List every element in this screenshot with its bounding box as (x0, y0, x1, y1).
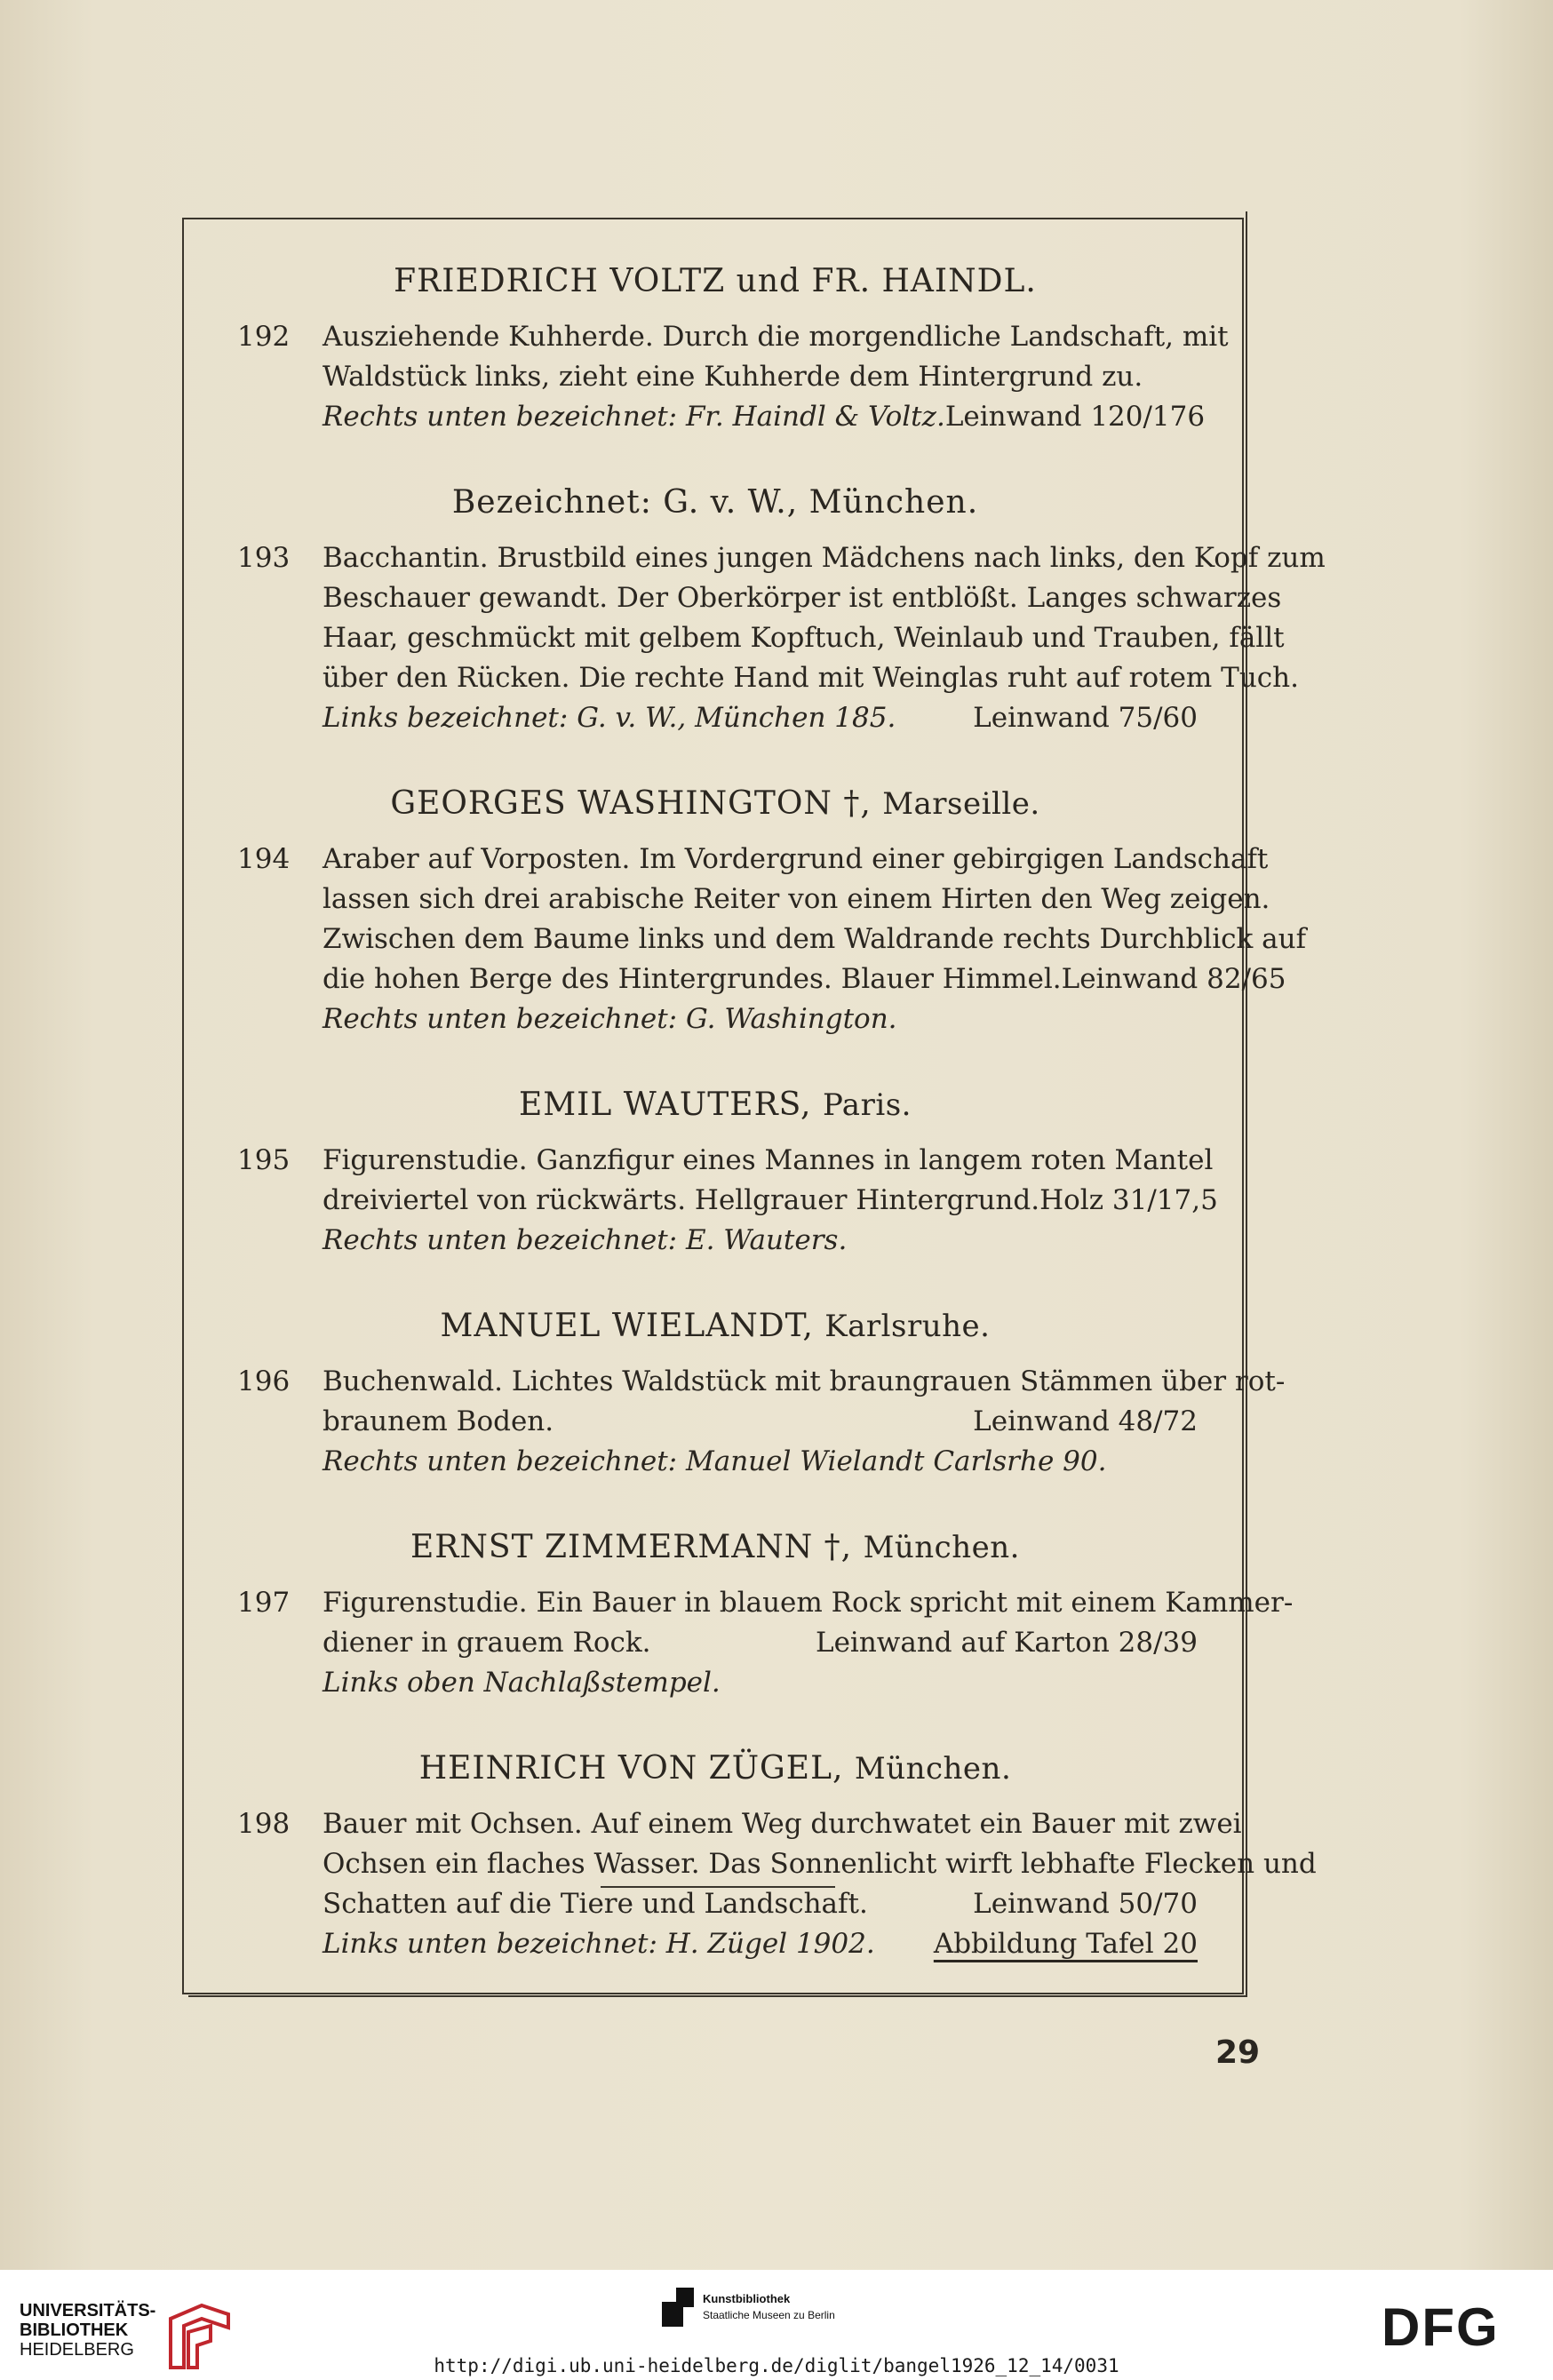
entry-line (323, 1583, 1294, 1623)
signature-line (323, 397, 1206, 437)
entry-number: 194 (237, 843, 291, 875)
source-url[interactable]: http://digi.ub.uni-heidelberg.de/diglit/bangel1926_12_14/0031 (434, 2355, 1119, 2376)
signature-line (323, 698, 1198, 738)
entry-technique: Leinwand auf Karton 28/39 (815, 1627, 1198, 1659)
entry-number: 193 (237, 542, 291, 574)
entry-technique: Leinwand 120/176 (944, 401, 1206, 433)
signature-text: Links oben Nachlaßstempel. (323, 1667, 721, 1699)
entry-text: braunem Boden. (323, 1405, 554, 1437)
entry-line (323, 317, 1229, 357)
entry-line (323, 1804, 1242, 1844)
artist-heading (227, 1307, 1204, 1346)
catalog-entry (227, 1141, 1218, 1261)
entry-text: Figurenstudie. Ganzfigur eines Mannes in langem roten Mantel (323, 1144, 1214, 1176)
artist-heading (227, 483, 1204, 522)
dfg-logo[interactable]: DFG (1382, 2297, 1500, 2357)
entry-text: Waldstück links, zieht eine Kuhherde dem Hintergrund zu. (323, 361, 1143, 393)
end-rule (601, 1886, 835, 1888)
entry-text: Beschauer gewandt. Der Oberkörper ist entblößt. Langes schwarzes (323, 582, 1282, 614)
entry-technique: Holz 31/17,5 (1039, 1184, 1218, 1216)
entry-body (323, 840, 1307, 1039)
entry-text: dreiviertel von rückwärts. Hellgrauer Hintergrund. (323, 1184, 1040, 1216)
catalog-entry (227, 317, 1229, 437)
entry-text: lassen sich drei arabische Reiter von einem Hirten den Weg zeigen. (323, 883, 1270, 915)
entry-text: über den Rücken. Die rechte Hand mit Weinglas ruht auf rotem Tuch. (323, 662, 1299, 694)
entry-body (323, 538, 1326, 738)
kb-title: Kunstbibliothek (703, 2292, 791, 2305)
entry-body (323, 1141, 1218, 1261)
signature-text: Rechts unten bezeichnet: Fr. Haindl & Voltz. (323, 401, 945, 433)
artist-place: Marseille. (882, 786, 1040, 822)
ub-line-1: UNIVERSITÄTS- (20, 2301, 156, 2320)
entry-line (323, 658, 1299, 698)
entry-line (323, 357, 1198, 397)
catalog-entry (227, 1804, 1317, 1964)
entry-number: 198 (237, 1808, 291, 1840)
plate-reference: Abbildung Tafel 20 (933, 1928, 1198, 1960)
entry-technique: Leinwand 48/72 (973, 1405, 1198, 1437)
entry-line (323, 880, 1270, 919)
entry-text: Buchenwald. Lichtes Waldstück mit braungrauen Stämmen über rot- (323, 1365, 1286, 1397)
signature-text: Links unten bezeichnet: H. Zügel 1902. (323, 1928, 875, 1960)
entry-line (323, 1884, 1198, 1924)
kunstbibliothek-icon (662, 2288, 694, 2327)
artist-heading (227, 784, 1204, 824)
entry-line (323, 538, 1326, 578)
artist-heading (227, 1528, 1204, 1567)
entry-body (323, 1804, 1317, 1964)
signature-line (323, 1442, 1198, 1482)
footer-bar (0, 2270, 1553, 2380)
artist-name: FRIEDRICH VOLTZ und FR. HAINDL. (394, 263, 1037, 299)
entry-line (323, 1623, 1198, 1663)
entry-text: Bauer mit Ochsen. Auf einem Weg durchwatet ein Bauer mit zwei (323, 1808, 1242, 1840)
entry-number: 192 (237, 321, 291, 353)
catalog-entry (227, 1583, 1294, 1703)
kb-subtitle: Staatliche Museen zu Berlin (703, 2309, 835, 2321)
entry-line (323, 919, 1307, 959)
entry-number: 195 (237, 1144, 291, 1176)
catalog-content (227, 262, 1326, 2010)
entry-line (323, 578, 1282, 618)
entry-number: 197 (237, 1587, 291, 1619)
signature-line (323, 1221, 1198, 1261)
artist-name: ERNST ZIMMERMANN †, (410, 1529, 853, 1565)
entry-technique: Leinwand 82/65 (1061, 963, 1286, 995)
entry-body (323, 317, 1229, 437)
ub-line-2: BIBLIOTHEK (20, 2320, 129, 2340)
entry-text: Ochsen ein flaches Wasser. Das Sonnenlicht wirft lebhafte Flecken und (323, 1848, 1317, 1880)
page-number: 29 (1215, 2034, 1261, 2071)
signature-text: Rechts unten bezeichnet: E. Wauters. (323, 1224, 848, 1256)
entry-line (323, 1141, 1214, 1181)
entry-line (323, 1362, 1286, 1402)
artist-name: EMIL WAUTERS, (519, 1087, 812, 1123)
signature-line (323, 999, 1198, 1039)
kunstbibliothek-text (703, 2291, 835, 2323)
entry-line (323, 1402, 1198, 1442)
signature-text: Rechts unten bezeichnet: G. Washington. (323, 1003, 897, 1035)
kunstbibliothek-logo[interactable] (662, 2288, 835, 2327)
signature-text: Rechts unten bezeichnet: Manuel Wielandt Carlsrhe 90. (323, 1445, 1107, 1477)
entry-line (323, 1844, 1317, 1884)
signature-line (323, 1924, 1198, 1964)
entry-line (323, 618, 1285, 658)
entry-body (323, 1362, 1286, 1482)
entry-text: Ausziehende Kuhherde. Durch die morgendliche Landschaft, mit (323, 321, 1229, 353)
entry-technique: Leinwand 75/60 (973, 702, 1198, 734)
artist-place: München. (863, 1530, 1020, 1565)
artist-name: GEORGES WASHINGTON †, (390, 785, 872, 822)
entry-text: Zwischen dem Baume links und dem Waldrande rechts Durchblick auf (323, 923, 1307, 955)
catalog-entry (227, 840, 1307, 1039)
artist-heading (227, 262, 1204, 301)
entry-text: Araber auf Vorposten. Im Vordergrund einer gebirgigen Landschaft (323, 843, 1269, 875)
ub-line-3: HEIDELBERG (20, 2340, 134, 2360)
catalog-entry (227, 538, 1326, 738)
artist-name: HEINRICH VON ZÜGEL, (418, 1750, 844, 1787)
catalog-entry (227, 1362, 1286, 1482)
entry-number: 196 (237, 1365, 291, 1397)
artist-heading (227, 1749, 1204, 1788)
entry-text: Haar, geschmückt mit gelbem Kopftuch, Weinlaub und Trauben, fällt (323, 622, 1285, 654)
entry-text: Schatten auf die Tiere und Landschaft. (323, 1888, 868, 1920)
signature-text: Links bezeichnet: G. v. W., München 185. (323, 702, 896, 734)
entry-text: Figurenstudie. Ein Bauer in blauem Rock spricht mit einem Kammer- (323, 1587, 1294, 1619)
entry-line (323, 1181, 1218, 1221)
entry-text: diener in grauem Rock. (323, 1627, 651, 1659)
entry-technique: Leinwand 50/70 (973, 1888, 1198, 1920)
artist-heading (227, 1086, 1204, 1125)
artist-place: München. (854, 1751, 1012, 1787)
entry-line (323, 959, 1286, 999)
entry-text: Bacchantin. Brustbild eines jungen Mädchens nach links, den Kopf zum (323, 542, 1326, 574)
entry-line (323, 840, 1269, 880)
artist-name: MANUEL WIELANDT, (440, 1308, 814, 1344)
artist-place: Karlsruhe. (824, 1309, 991, 1344)
artist-place: Paris. (822, 1087, 912, 1123)
artist-name: Bezeichnet: G. v. W., München. (451, 484, 979, 521)
entry-text: die hohen Berge des Hintergrundes. Blauer Himmel. (323, 963, 1062, 995)
entry-body (323, 1583, 1294, 1703)
signature-line (323, 1663, 1198, 1703)
